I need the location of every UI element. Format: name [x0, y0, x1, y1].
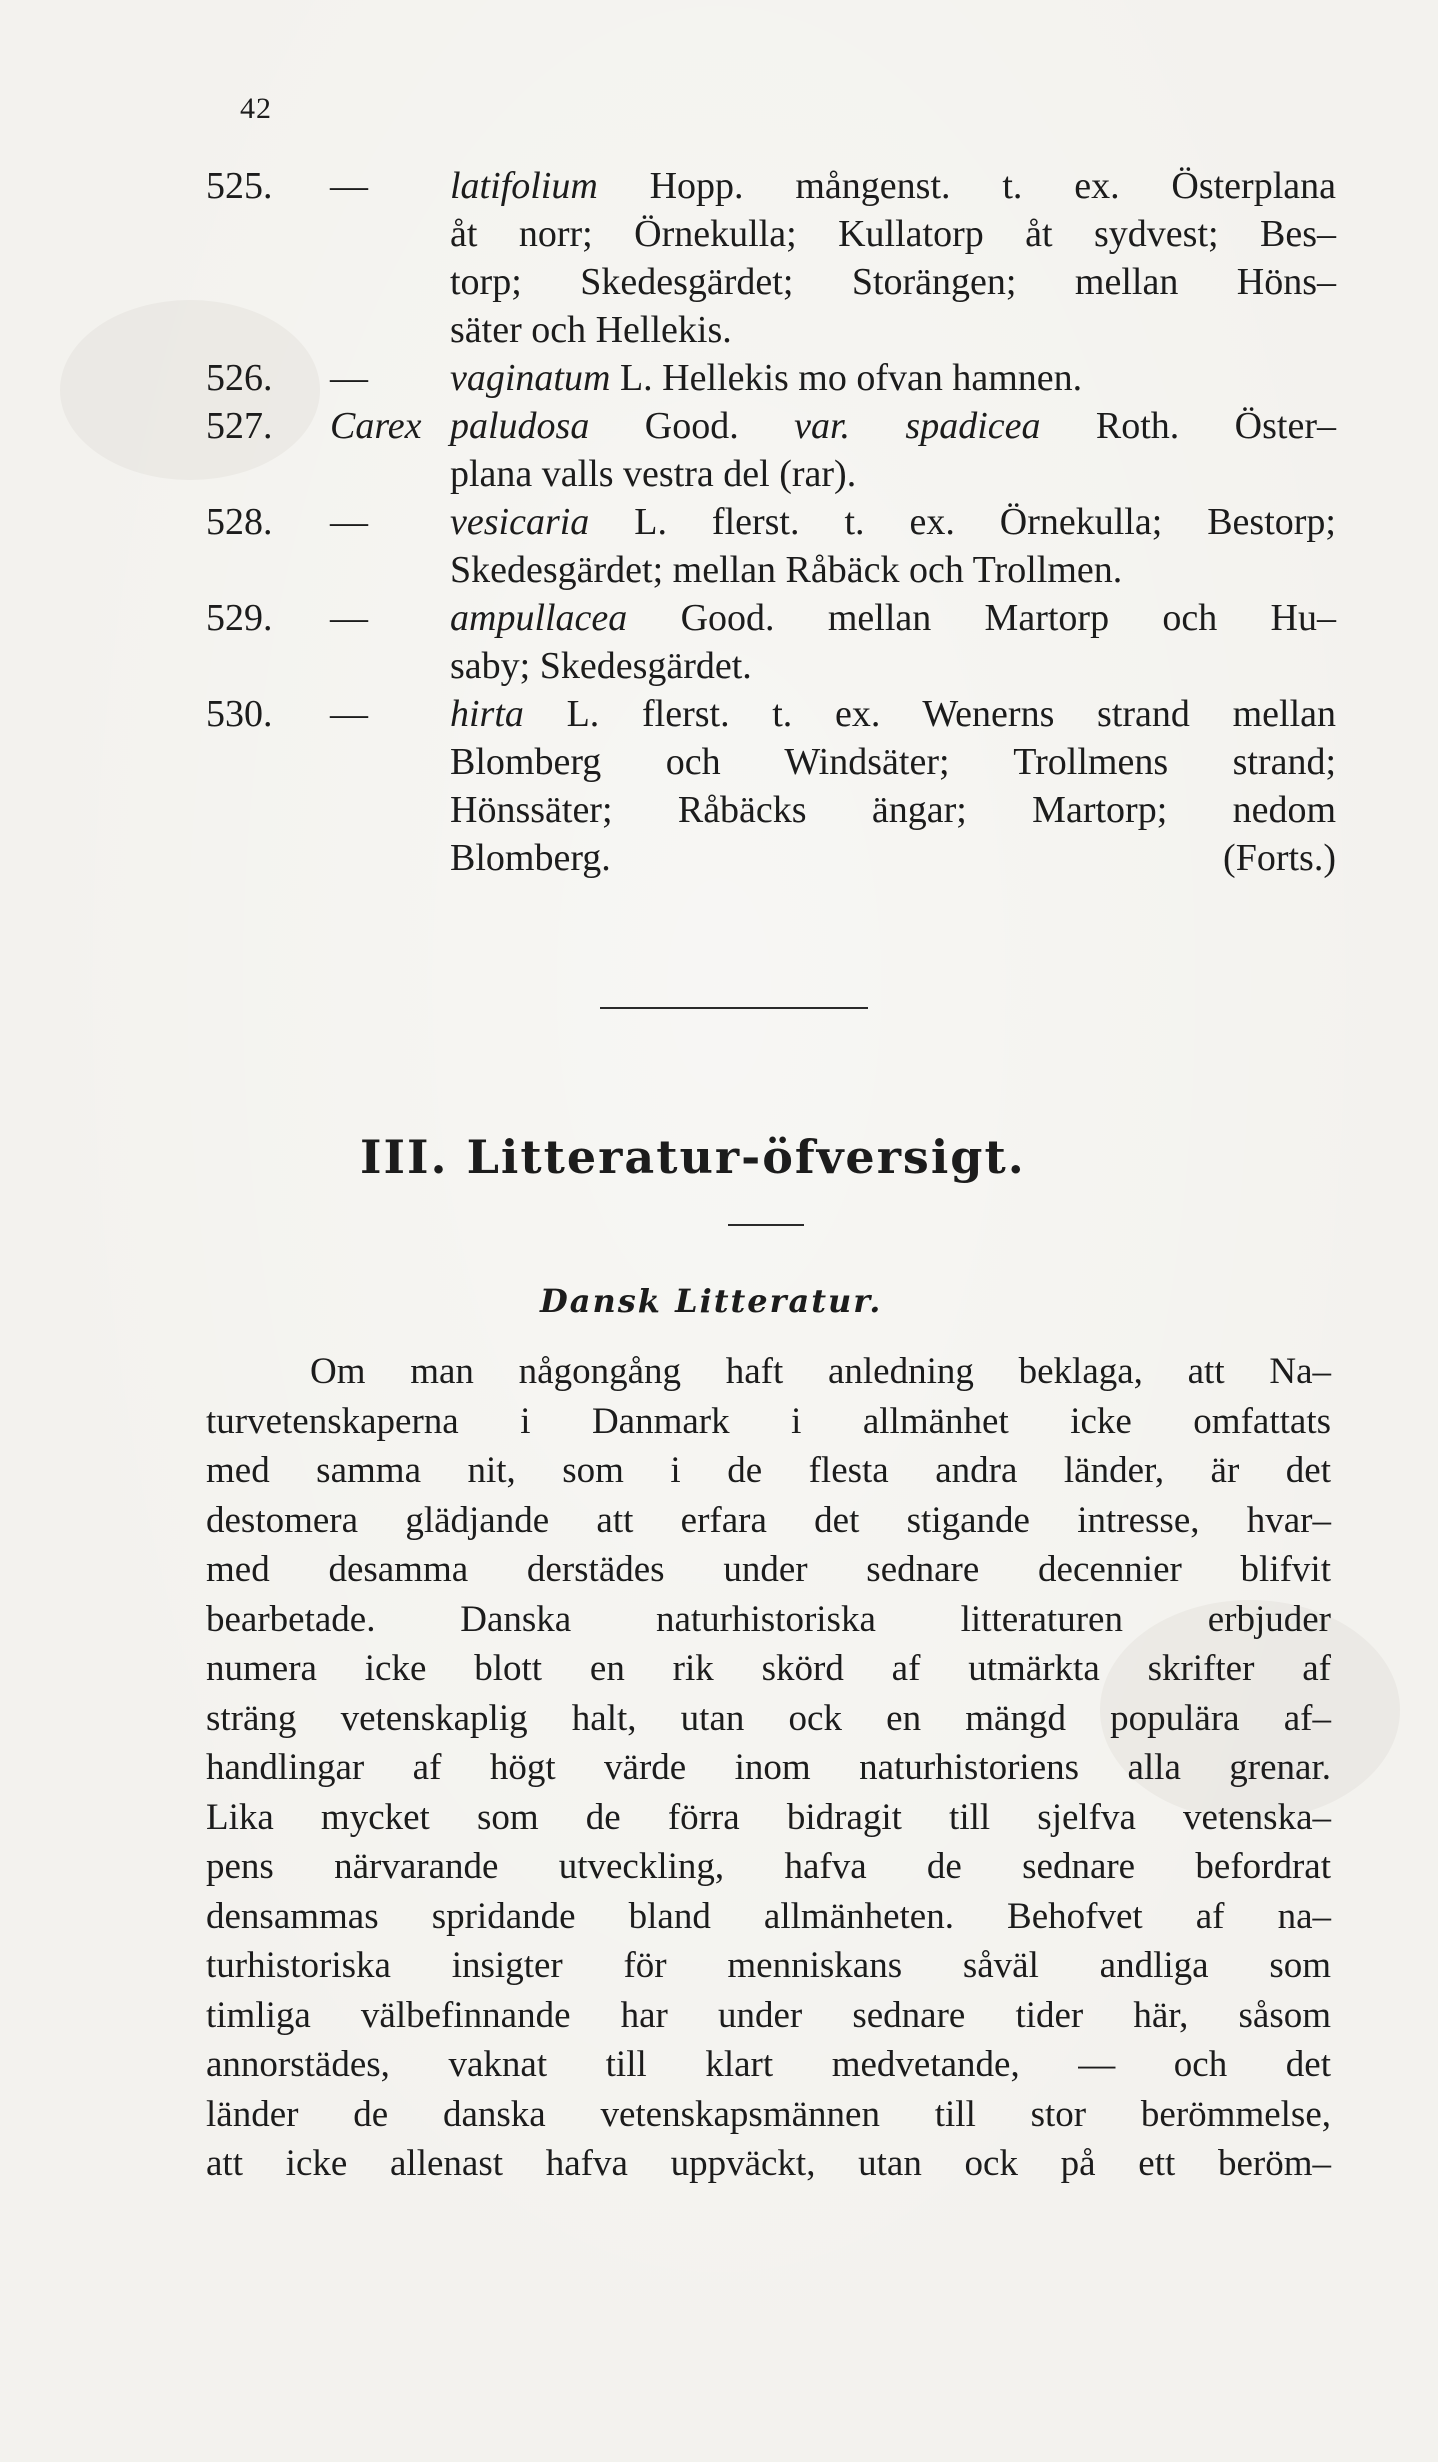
entry-continuation	[206, 788, 1336, 836]
variety-name: spadicea	[905, 405, 1041, 447]
continued-note: (Forts.)	[1223, 837, 1336, 879]
paragraph-line: numera icke blott en rik skörd af utmärkta skrifter af	[206, 1648, 1331, 1689]
variety-abbrev: var.	[794, 405, 851, 447]
entry-locality: plana valls vestra del (rar).	[450, 453, 857, 495]
section-heading: III. Litteratur-öfversigt.	[360, 1130, 1026, 1184]
paragraph-line: turhistoriska insigter för menniskans såväl andliga som	[206, 1945, 1331, 1986]
entry-text	[450, 596, 1336, 640]
entry-text	[450, 404, 1336, 448]
species-name: paludosa	[450, 405, 590, 447]
entry-locality: L. flerst. t. ex. Wenerns strand mellan	[523, 693, 1336, 735]
entry-continuation	[206, 212, 1336, 260]
paragraph-line: Om man någongång haft anledning beklaga, att Na–	[310, 1351, 1331, 1392]
page-number: 42	[240, 92, 272, 125]
entry-continuation	[206, 548, 1336, 596]
entry-continuation	[206, 260, 1336, 308]
entry-number: 528.	[206, 501, 273, 543]
entry-continuation	[206, 836, 1336, 884]
species-list	[206, 164, 1336, 884]
entry-genus: —	[330, 597, 368, 639]
entry-locality: Blomberg och Windsäter; Trollmens strand;	[450, 741, 1336, 783]
entry-genus: —	[330, 693, 368, 735]
paragraph-line: handlingar af högt värde inom naturhistoriens alla grenar.	[206, 1747, 1331, 1788]
entry-genus: —	[330, 165, 368, 207]
paragraph-line: destomera glädjande att erfara det stigande intresse, hvar–	[206, 1499, 1331, 1541]
paragraph-line: timliga välbefinnande har under sednare tider här, såsom	[206, 1994, 1331, 2036]
entry-locality: saby; Skedesgärdet.	[450, 645, 752, 687]
entry-locality: åt norr; Örnekulla; Kullatorp åt sydvest; Bes–	[450, 213, 1336, 255]
paragraph-line: pens närvarande utveckling, hafva de sednare befordrat	[206, 1846, 1331, 1887]
paragraph-line: Lika mycket som de förra bidragit till sjelfva vetenska–	[206, 1796, 1331, 1838]
species-name: vesicaria	[450, 501, 590, 543]
list-item	[206, 164, 1336, 212]
entry-locality: Hönssäter; Råbäcks ängar; Martorp; nedom	[450, 789, 1336, 831]
species-name: latifolium	[450, 165, 598, 207]
entry-number: 526.	[206, 357, 273, 399]
entry-text	[450, 692, 1336, 736]
list-item	[206, 404, 1336, 452]
list-item	[206, 500, 1336, 548]
body-paragraph	[206, 1350, 1331, 2192]
entry-number: 530.	[206, 693, 273, 735]
list-item	[206, 596, 1336, 644]
entry-number: 527.	[206, 405, 273, 447]
species-name: vaginatum	[450, 357, 611, 399]
paragraph-line: bearbetade. Danska naturhistoriska litteraturen erbjuder	[206, 1598, 1331, 1640]
subsection-heading: Dansk Litteratur.	[540, 1282, 883, 1320]
paragraph-line: densammas spridande bland allmänheten. Behofvet af na–	[206, 1895, 1331, 1937]
entry-genus: —	[330, 501, 368, 543]
paragraph-line: att icke allenast hafva uppväckt, utan ock på ett beröm–	[206, 2143, 1331, 2184]
paragraph-line: länder de danska vetenskapsmännen till stor berömmelse,	[206, 2093, 1331, 2135]
entry-text	[450, 356, 1336, 400]
entry-locality: Blomberg.	[450, 837, 611, 879]
entry-locality: Skedesgärdet; mellan Råbäck och Trollmen.	[450, 549, 1123, 591]
entry-text	[450, 500, 1336, 544]
entry-locality: Hopp. mångenst. t. ex. Österplana	[597, 165, 1336, 207]
entry-genus: Carex	[330, 405, 422, 447]
entry-text	[450, 164, 1336, 208]
paragraph-line: sträng vetenskaplig halt, utan ock en mängd populära af–	[206, 1697, 1331, 1739]
paragraph-line: med samma nit, som i de flesta andra länder, är det	[206, 1450, 1331, 1491]
entry-locality: L. Hellekis mo ofvan hamnen.	[610, 357, 1083, 399]
species-name: ampullacea	[450, 597, 628, 639]
entry-locality: torp; Skedesgärdet; Storängen; mellan Höns–	[450, 261, 1336, 303]
list-item	[206, 692, 1336, 740]
entry-continuation	[206, 308, 1336, 356]
paragraph-line: annorstädes, vaknat till klart medvetande, — och det	[206, 2044, 1331, 2085]
entry-locality: Roth. Öster–	[1040, 405, 1336, 447]
entry-number: 529.	[206, 597, 273, 639]
paragraph-line: turvetenskaperna i Danmark i allmänhet icke omfattats	[206, 1400, 1331, 1442]
list-item	[206, 356, 1336, 404]
entry-continuation	[206, 740, 1336, 788]
entry-locality: L. flerst. t. ex. Örnekulla; Bestorp;	[589, 501, 1336, 543]
entry-locality: Good. mellan Martorp och Hu–	[627, 597, 1336, 639]
section-divider	[600, 1007, 868, 1009]
entry-continuation	[206, 644, 1336, 692]
entry-genus: —	[330, 357, 368, 399]
paragraph-line: med desamma derstädes under sednare decennier blifvit	[206, 1549, 1331, 1590]
entry-authority: Good.	[589, 405, 795, 447]
entry-continuation	[206, 452, 1336, 500]
species-name: hirta	[450, 693, 524, 735]
entry-locality: säter och Hellekis.	[450, 309, 732, 351]
heading-rule	[728, 1224, 804, 1226]
entry-number: 525.	[206, 165, 273, 207]
